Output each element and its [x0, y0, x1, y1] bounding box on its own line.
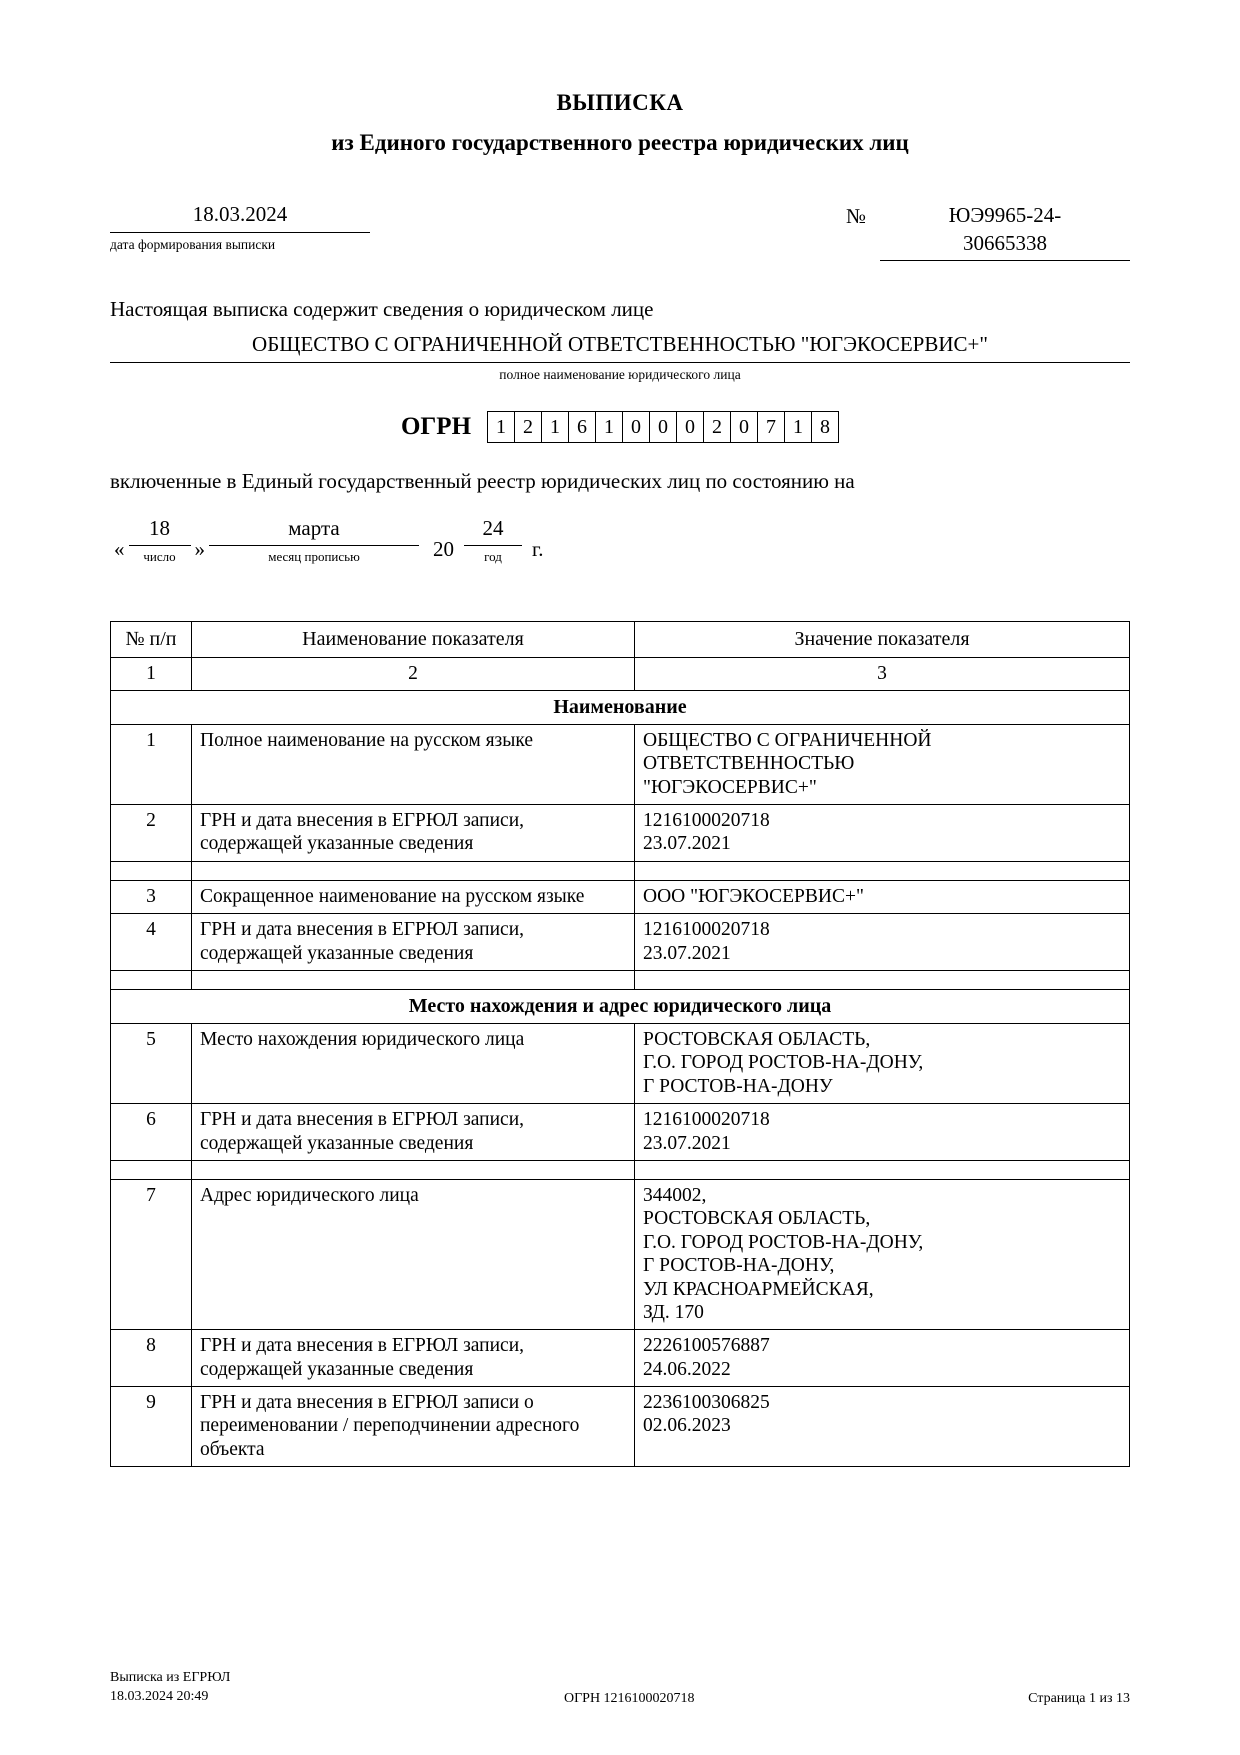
- row-indicator-name: Сокращенное наименование на русском языке: [192, 880, 635, 913]
- row-number: 5: [111, 1024, 192, 1104]
- quote-close: »: [194, 536, 205, 561]
- cell-line: ЗД. 170: [643, 1301, 704, 1323]
- full-name-block: [110, 332, 1130, 383]
- cell-line: 23.07.2021: [643, 1132, 731, 1154]
- cell-line: РОСТОВСКАЯ ОБЛАСТЬ,: [643, 1029, 871, 1051]
- full-name-value: ОБЩЕСТВО С ОГРАНИЧЕННОЙ ОТВЕТСТВЕННОСТЬЮ "ЮГЭКОСЕРВИС+": [252, 331, 988, 356]
- cell-line: "ЮГЭКОСЕРВИС+": [643, 776, 817, 798]
- ogrn-digit-boxes: [487, 411, 839, 443]
- row-number: 1: [111, 724, 192, 804]
- document-number-line1: ЮЭ9965-24-: [948, 203, 1062, 227]
- table-row: [111, 914, 1130, 971]
- ogrn-digit-3: 1: [542, 412, 569, 442]
- table-row: [111, 805, 1130, 862]
- cell-line: 23.07.2021: [643, 942, 731, 964]
- row-indicator-name: ГРН и дата внесения в ЕГРЮЛ записи о переименовании / переподчинении адресного объекта: [192, 1387, 635, 1467]
- table-row: [111, 880, 1130, 913]
- as-of-month-rule: [209, 544, 419, 546]
- table-row: [111, 1330, 1130, 1387]
- footer-ogrn: ОГРН 1216100020718: [563, 1691, 695, 1706]
- section-title: Место нахождения и адрес юридического лица: [111, 990, 1130, 1024]
- as-of-year-rule: [464, 544, 522, 546]
- row-indicator-value: [635, 724, 1130, 804]
- cell-line: 2236100306825: [643, 1392, 770, 1414]
- document-number-label: №: [845, 204, 866, 228]
- ogrn-digit-10: 0: [731, 412, 758, 442]
- table-row: [111, 1104, 1130, 1161]
- table-column-number-row: [111, 657, 1130, 690]
- row-indicator-name: ГРН и дата внесения в ЕГРЮЛ записи, содержащей указанные сведения: [192, 805, 635, 862]
- table-header-row: [111, 621, 1130, 657]
- cell-line: Г.О. ГОРОД РОСТОВ-НА-ДОНУ,: [643, 1052, 924, 1074]
- row-indicator-name: ГРН и дата внесения в ЕГРЮЛ записи, содержащей указанные сведения: [192, 1104, 635, 1161]
- header-meta-row: [110, 202, 1130, 261]
- document-number-rule: [880, 259, 1130, 261]
- table-header-num: № п/п: [111, 621, 192, 657]
- row-indicator-name: Полное наименование на русском языке: [192, 724, 635, 804]
- table-spacer-row: [111, 971, 1130, 990]
- ogrn-digit-5: 1: [596, 412, 623, 442]
- as-of-date-line: [110, 516, 1130, 565]
- cell-line: УЛ КРАСНОАРМЕЙСКАЯ,: [643, 1278, 874, 1300]
- row-indicator-value: [635, 1330, 1130, 1387]
- cell-line: 1216100020718: [643, 919, 770, 941]
- as-of-year-value: 24: [482, 515, 504, 540]
- cell-line: Г РОСТОВ-НА-ДОНУ: [643, 1075, 833, 1097]
- spacer-cell-name: [192, 1160, 635, 1179]
- column-index-1: 1: [111, 657, 192, 690]
- spacer-cell-num: [111, 861, 192, 880]
- row-number: 7: [111, 1179, 192, 1329]
- form-date-rule: [110, 231, 370, 233]
- row-number: 9: [111, 1387, 192, 1467]
- row-number: 8: [111, 1330, 192, 1387]
- table-header-name: Наименование показателя: [192, 621, 635, 657]
- section-title: Наименование: [111, 690, 1130, 724]
- ogrn-digit-11: 7: [758, 412, 785, 442]
- as-of-year-suffix: г.: [532, 536, 544, 561]
- state-text: включенные в Единый государственный реестр юридических лиц по состоянию на: [110, 468, 855, 493]
- document-number-value-wrap: [880, 202, 1130, 261]
- ogrn-digit-7: 0: [650, 412, 677, 442]
- as-of-year-block: [464, 516, 522, 565]
- document-number-block: [846, 202, 1130, 261]
- spacer-cell-num: [111, 971, 192, 990]
- row-indicator-name: Адрес юридического лица: [192, 1179, 635, 1329]
- registry-table: [110, 621, 1130, 1468]
- footer-page-number: Страница 1 из 13: [1028, 1691, 1130, 1706]
- ogrn-digit-8: 0: [677, 412, 704, 442]
- page-footer: [110, 1669, 1130, 1707]
- row-indicator-name: ГРН и дата внесения в ЕГРЮЛ записи, содержащей указанные сведения: [192, 1330, 635, 1387]
- ogrn-digit-4: 6: [569, 412, 596, 442]
- as-of-year-caption: год: [484, 548, 502, 564]
- cell-line: 344002,: [643, 1184, 707, 1206]
- document-title-block: [110, 90, 1130, 156]
- spacer-cell-name: [192, 971, 635, 990]
- table-section-row: [111, 990, 1130, 1024]
- cell-line: 2226100576887: [643, 1335, 770, 1357]
- as-of-month-caption: месяц прописью: [268, 548, 360, 564]
- quote-open: «: [114, 536, 125, 561]
- table-spacer-row: [111, 861, 1130, 880]
- form-date-block: [110, 202, 370, 253]
- row-number: 4: [111, 914, 192, 971]
- page-subtitle: из Единого государственного реестра юридических лиц: [331, 130, 909, 155]
- ogrn-digit-6: 0: [623, 412, 650, 442]
- cell-line: Г.О. ГОРОД РОСТОВ-НА-ДОНУ,: [643, 1231, 924, 1253]
- table-row: [111, 724, 1130, 804]
- ogrn-digit-12: 1: [785, 412, 812, 442]
- intro-text: Настоящая выписка содержит сведения о юридическом лице: [110, 296, 654, 321]
- document-number-line2: 30665338: [963, 231, 1047, 256]
- row-indicator-value: [635, 1024, 1130, 1104]
- footer-left: [110, 1669, 230, 1707]
- full-name-caption: полное наименование юридического лица: [499, 366, 741, 382]
- cell-line: ООО "ЮГЭКОСЕРВИС+": [643, 885, 864, 907]
- spacer-cell-num: [111, 1160, 192, 1179]
- as-of-month-block: [209, 516, 419, 565]
- full-name-rule: [110, 361, 1130, 363]
- footer-timestamp: 18.03.2024 20:49: [110, 1689, 209, 1705]
- as-of-day-value: 18: [149, 515, 170, 540]
- row-number: 6: [111, 1104, 192, 1161]
- cell-line: ОБЩЕСТВО С ОГРАНИЧЕННОЙ: [643, 729, 932, 751]
- spacer-cell-value: [635, 861, 1130, 880]
- row-number: 3: [111, 880, 192, 913]
- as-of-century: 20: [433, 536, 454, 561]
- as-of-day-block: [129, 516, 191, 565]
- cell-line: РОСТОВСКАЯ ОБЛАСТЬ,: [643, 1208, 871, 1230]
- row-indicator-value: [635, 805, 1130, 862]
- ogrn-digit-9: 2: [704, 412, 731, 442]
- table-row: [111, 1179, 1130, 1329]
- ogrn-digit-2: 2: [515, 412, 542, 442]
- ogrn-label: ОГРН: [400, 412, 472, 440]
- form-date-value: 18.03.2024: [192, 202, 288, 226]
- ogrn-digit-1: 1: [488, 412, 515, 442]
- as-of-day-caption: число: [143, 548, 176, 564]
- cell-line: 1216100020718: [643, 810, 770, 832]
- row-number: 2: [111, 805, 192, 862]
- column-index-2: 2: [192, 657, 635, 690]
- spacer-cell-value: [635, 1160, 1130, 1179]
- cell-line: 24.06.2022: [643, 1358, 731, 1380]
- row-indicator-value: [635, 880, 1130, 913]
- as-of-day-rule: [129, 544, 191, 546]
- table-spacer-row: [111, 1160, 1130, 1179]
- column-index-3: 3: [635, 657, 1130, 690]
- row-indicator-value: [635, 1387, 1130, 1467]
- table-section-row: [111, 690, 1130, 724]
- ogrn-digit-13: 8: [820, 415, 831, 438]
- as-of-month-value: марта: [288, 515, 340, 540]
- page-title: ВЫПИСКА: [556, 90, 684, 115]
- cell-line: Г РОСТОВ-НА-ДОНУ,: [643, 1255, 835, 1277]
- cell-line: 1216100020718: [643, 1109, 770, 1131]
- cell-line: 02.06.2023: [643, 1415, 731, 1437]
- footer-doc-kind: Выписка из ЕГРЮЛ: [110, 1670, 231, 1686]
- spacer-cell-value: [635, 971, 1130, 990]
- table-row: [111, 1387, 1130, 1467]
- table-row: [111, 1024, 1130, 1104]
- cell-line: 23.07.2021: [643, 833, 731, 855]
- row-indicator-value: [635, 1104, 1130, 1161]
- spacer-cell-name: [192, 861, 635, 880]
- row-indicator-name: Место нахождения юридического лица: [192, 1024, 635, 1104]
- row-indicator-value: [635, 914, 1130, 971]
- form-date-caption: дата формирования выписки: [110, 237, 276, 252]
- row-indicator-value: [635, 1179, 1130, 1329]
- cell-line: ОТВЕТСТВЕННОСТЬЮ: [643, 753, 855, 775]
- row-indicator-name: ГРН и дата внесения в ЕГРЮЛ записи, содержащей указанные сведения: [192, 914, 635, 971]
- ogrn-row: [110, 411, 1130, 443]
- table-header-value: Значение показателя: [635, 621, 1130, 657]
